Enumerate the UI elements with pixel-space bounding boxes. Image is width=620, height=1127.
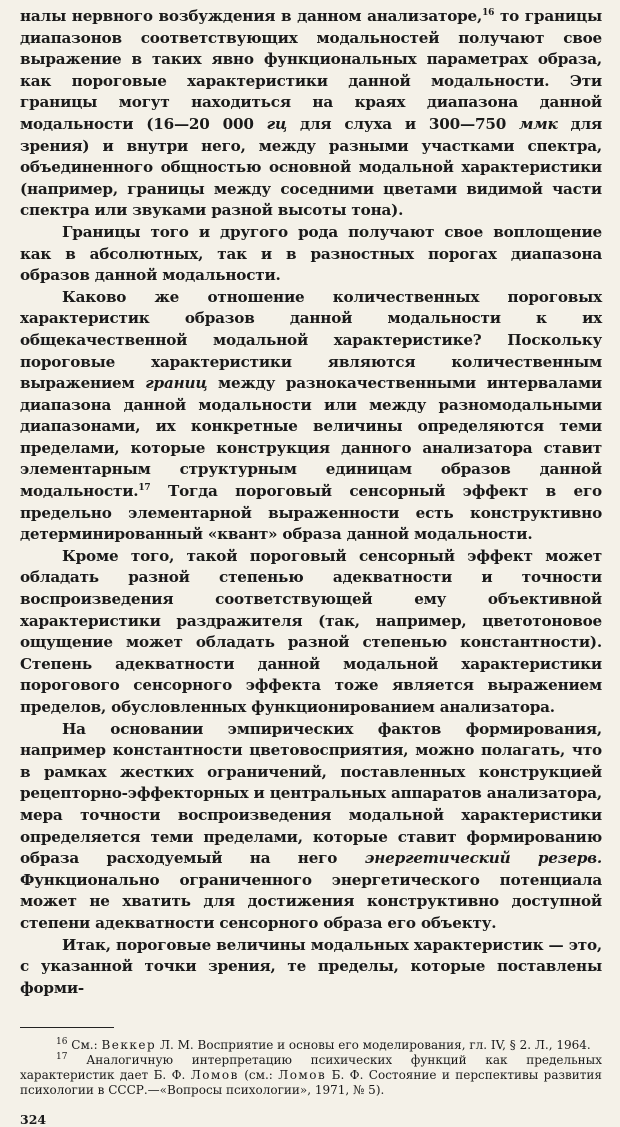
paragraph-6	[20, 935, 602, 1000]
text-run: Границы того и другого рода получают свое воплощение как в абсолютных, так и в разностных порогах диапазона образов данной модальности.	[20, 222, 602, 285]
text-run: налы нервного возбуждения в данном анализаторе,	[20, 7, 483, 25]
italic-term: границ	[145, 374, 208, 393]
footnote-ref: 17	[138, 483, 151, 493]
author-name: Ломов	[278, 1068, 327, 1083]
paragraph-4	[20, 546, 602, 719]
text-run: Каково же отношение количественных пороговых характеристик образов данной модальности к их общекачественной модальной характеристике? Поскольку пороговые характеристики являются количественным выражением	[20, 287, 602, 393]
footnotes	[20, 1038, 602, 1098]
text-run: для зрения) и внутри него, между разными участками спектра, объединенного общностью основной модальной характеристики (например, границы между соседними цветами видимой части спектра или звуками разной высоты тона).	[20, 114, 602, 220]
author-name: Веккер	[101, 1038, 157, 1053]
footnote-17	[20, 1053, 602, 1098]
footnote-ref: 16	[482, 7, 495, 18]
text-run: для слуха и 300—750	[287, 114, 520, 133]
footnote-divider	[20, 1027, 114, 1028]
paragraph-1	[20, 6, 602, 222]
text-run: Б. Ф. Состояние и перспективы развития психологии в СССР.—«Вопросы психологии», 1971, № 5).	[20, 1068, 602, 1098]
italic-term: ммк	[519, 114, 558, 133]
author-name: Ломов	[190, 1068, 239, 1083]
footnote-ref: 16	[56, 1037, 68, 1048]
text-run: На основании эмпирических фактов формирования, например константности цветовосприятия, можно полагать, что в рамках жестких ограничений, поставленных конструкцией рецепторно-эффекторных и центральных аппаратов анализатора, мера точности воспроизведения модальной характеристики определяется теми пределами, которые ставит формированию образа расходуемый на него	[20, 719, 602, 868]
text-run: то границы диапазонов соответствующих модальностей получают свое выражение в таких явно функциональных параметрах образа, как пороговые характеристики данной модальности. Эти границы могут находиться на краях диапазона данной модальности (16—20 000	[20, 7, 602, 133]
footnote-16	[20, 1038, 602, 1053]
text-run: Итак, пороговые величины модальных характеристик — это, с указанной точки зрения, те пределы, которые поставлены форми-	[20, 935, 602, 997]
text-run: Кроме того, такой пороговый сенсорный эффект может обладать разной степенью адекватности и точности воспроизведения соответствующей ему объективной характеристики раздражителя (так, например, цветотоновое ощущение может обладать разной степенью константности). Степень адекватности данной модальной характеристики порогового сенсорного эффекта тоже является выражением пределов, обусловленных функционированием анализатора.	[20, 546, 602, 716]
paragraph-3	[20, 287, 602, 546]
text-run: Аналогичную интерпретацию психических функций как предельных характеристик дает Б. Ф.	[20, 1053, 602, 1083]
text-run: (см.:	[238, 1068, 279, 1083]
text-run: между разнокачественными интервалами диапазона данной модальности или между разномодальными диапазонами, их конкретные величины определяются теми пределами, которые конструкция данного анализатора ставит элементарным структурным единицам образов данной модальности.	[20, 374, 602, 501]
text-run: Функционально ограниченного энергетического потенциала может не хватить для достижения конструктивно доступной степени адекватности сенсорного образа его объекту.	[20, 870, 602, 932]
text-run: Тогда пороговый сенсорный эффект в его предельно элементарной выраженности есть конструктивно детерминированный «квант» образа данной модальности.	[20, 482, 602, 544]
text-run: См.:	[67, 1038, 102, 1053]
main-text	[20, 6, 602, 999]
footnote-ref: 17	[56, 1052, 68, 1063]
paragraph-5	[20, 719, 602, 935]
italic-term: гц	[266, 114, 288, 133]
paragraph-2	[20, 222, 602, 287]
page-number: 324	[20, 1112, 47, 1127]
text-run: Л. М. Восприятие и основы его моделирования, гл. IV, § 2. Л., 1964.	[156, 1038, 591, 1053]
italic-term: энергетический резерв.	[364, 849, 602, 868]
